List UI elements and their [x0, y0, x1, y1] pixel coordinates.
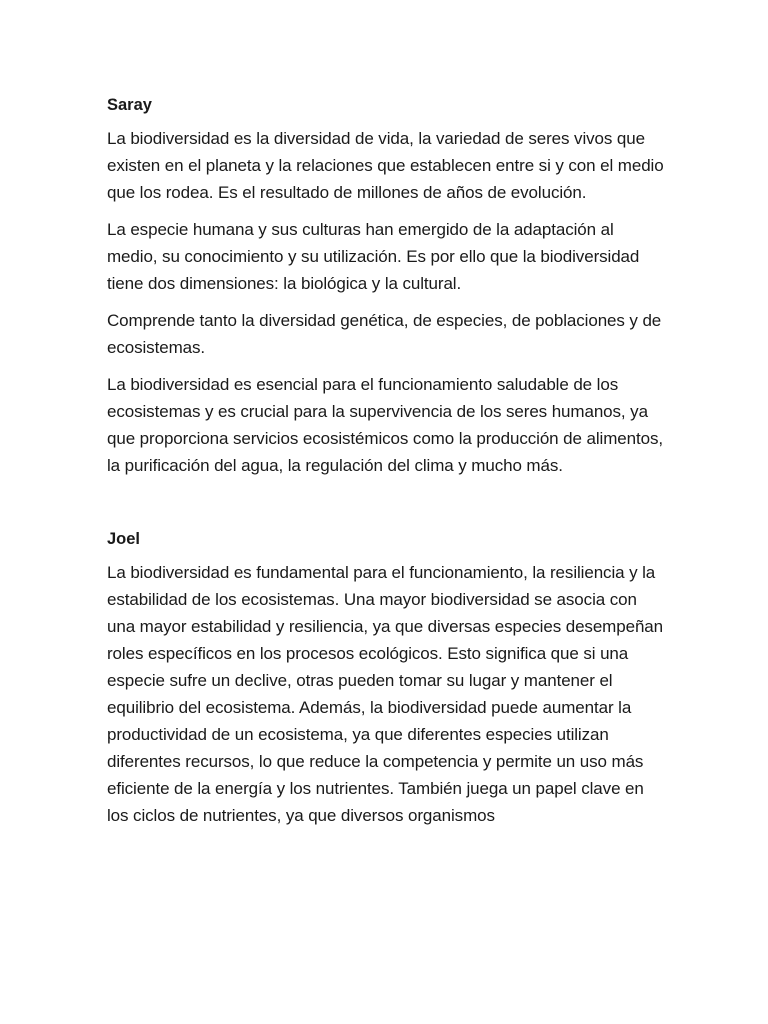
paragraph: Comprende tanto la diversidad genética, de especies, de poblaciones y de ecosistemas.	[107, 311, 662, 357]
section-joel	[107, 526, 667, 829]
paragraph: La biodiversidad es fundamental para el funcionamiento, la resiliencia y la estabilidad de los ecosistemas. Una mayor biodiversidad se asocia con una mayor estabilidad y resiliencia, ya que diversas especies desempeñan roles específicos en los procesos ecológicos. Esto significa que si una especie sufre un declive, otras pueden tomar su lugar y mantener el equilibrio del ecosistema. Además, la biodiversidad puede aumentar la productividad de un ecosistema, ya que diferentes especies utilizan diferentes recursos, lo que reduce la competencia y permite un uso más eficiente de la energía y los nutrientes. También juega un papel clave en los ciclos de nutrientes, ya que diversos organismos	[107, 563, 664, 825]
section-heading: Joel	[107, 530, 141, 548]
section-saray	[107, 92, 667, 479]
section-heading: Saray	[107, 96, 152, 114]
paragraph: La biodiversidad es la diversidad de vida, la variedad de seres vivos que existen en el planeta y la relaciones que establecen entre si y con el medio que los rodea. Es el resultado de millones de años de evolución.	[107, 129, 664, 202]
document-page	[107, 92, 667, 839]
paragraph: La biodiversidad es esencial para el funcionamiento saludable de los ecosistemas y es crucial para la supervivencia de los seres humanos, ya que proporciona servicios ecosistémicos como la producción de alimentos, la purificación del agua, la regulación del clima y mucho más.	[107, 375, 663, 475]
section-spacer	[107, 489, 667, 526]
paragraph: La especie humana y sus culturas han emergido de la adaptación al medio, su conocimiento y su utilización. Es por ello que la biodiversidad tiene dos dimensiones: la biológica y la cultural.	[107, 220, 640, 293]
